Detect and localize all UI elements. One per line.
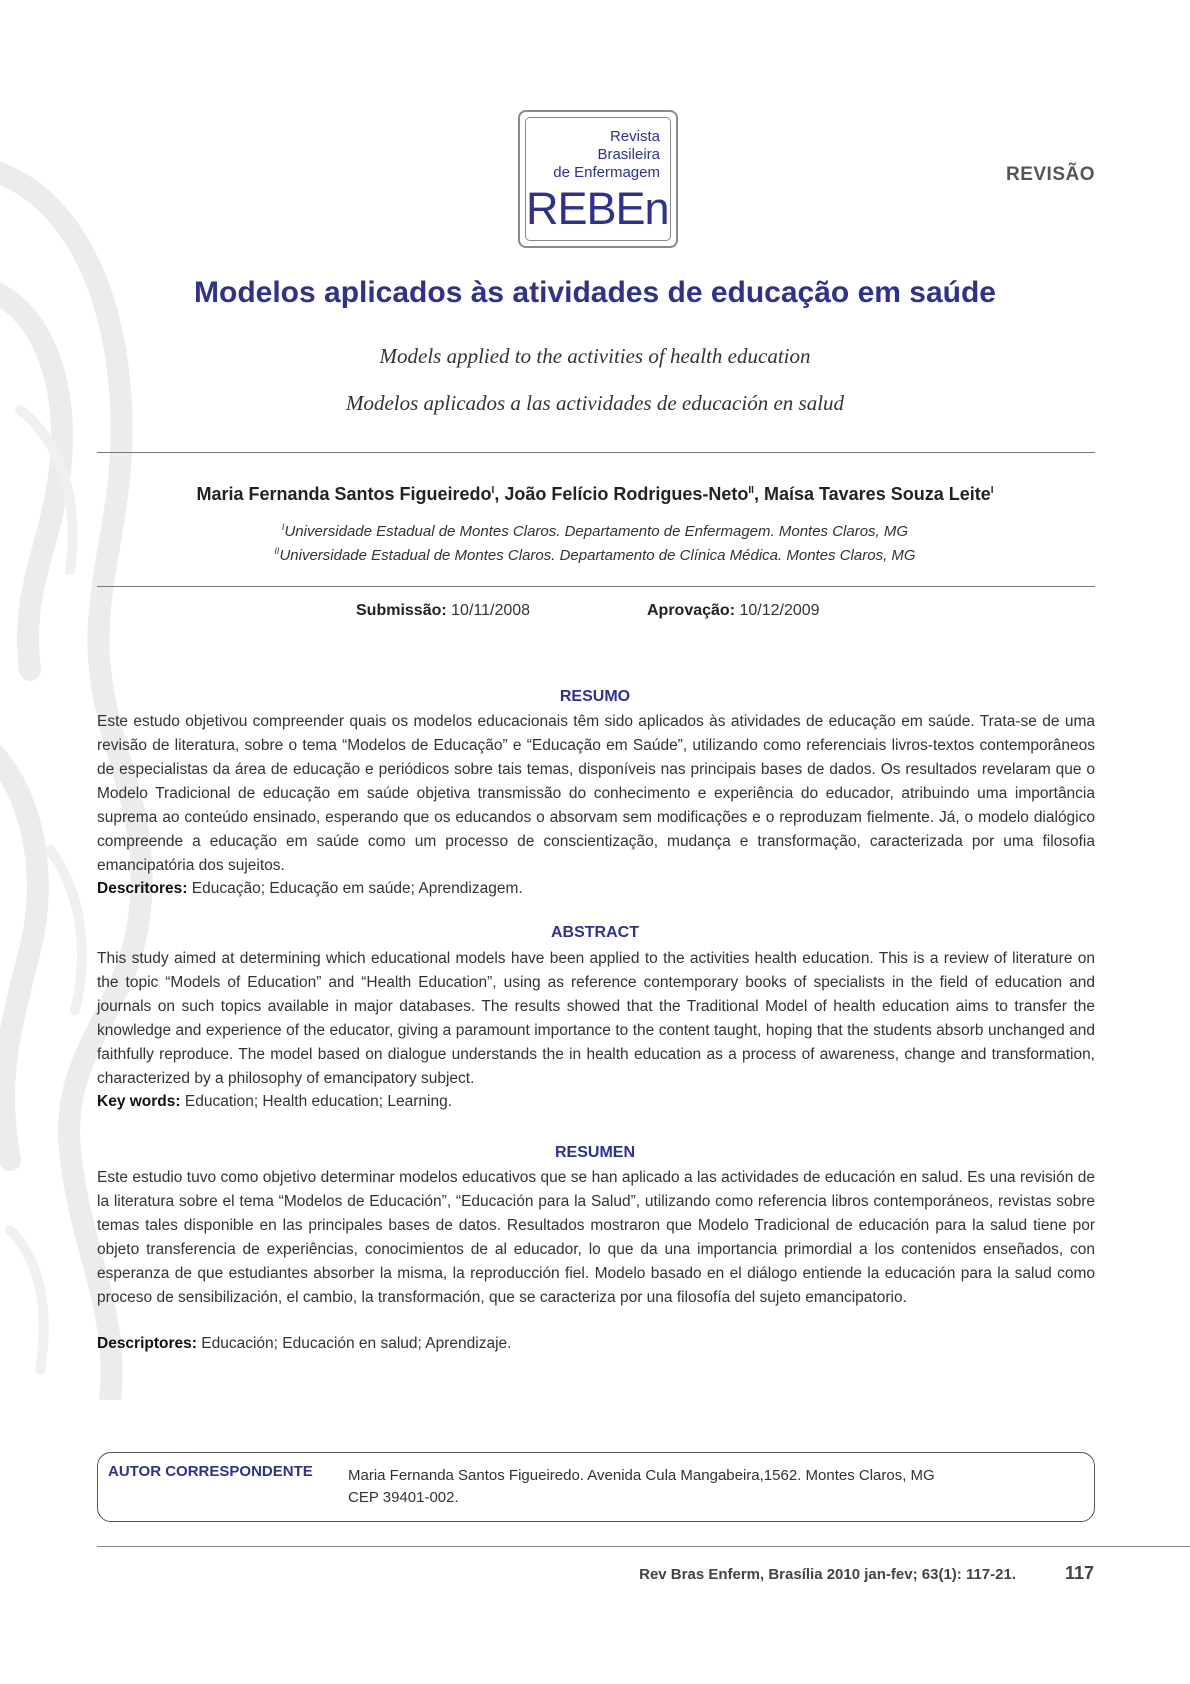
- divider-top: [97, 452, 1095, 453]
- corresponding-address-line1: Maria Fernanda Santos Figueiredo. Avenida Cula Mangabeira,1562. Montes Claros, MG: [348, 1467, 935, 1484]
- logo-acronym: REBEn: [526, 183, 669, 234]
- author-separator: ,: [753, 484, 764, 504]
- resumen-text: Este estudio tuvo como objetivo determinar modelos educativos que se han aplicado a las actividades de educación en salud. Es una revisión de la literatura sobre el tema “Modelos de Educación”, “Educación para la Salud”, utilizando como referencia libros contemporáneos, revistas sobre temas tales disponible en las principales bases de datos. Resultados mostraron que Modelo Tradicional de educación para la salud tiene por objeto transferencia de experiências, conocimientos de al educador, lo que da una importancia primordial a los contenidos enseñados, con esperanza de que estudiantes absorber la misma, la reproducción fiel. Modelo basado en el diálogo entiende la educación para la salud como proceso de sensibilización, el cambio, la transformación, que se caracteriza por una filosofía del sujeto emancipatorio.: [97, 1169, 1095, 1306]
- resumo-keywords-value: Educação; Educação em saúde; Aprendizagem.: [191, 880, 523, 897]
- resumo-heading: RESUMO: [559, 688, 631, 705]
- author-name: Maísa Tavares Souza Leite: [763, 484, 991, 504]
- corresponding-author-box: [97, 1452, 1095, 1522]
- author-list: [0, 484, 1190, 505]
- article-title-english: Models applied to the activities of health education: [379, 344, 811, 368]
- abstract-keywords: [97, 1093, 452, 1111]
- resumo-keywords: [97, 880, 523, 898]
- author-affil-mark: I: [990, 485, 994, 496]
- journal-logo-frame: [525, 117, 671, 241]
- author-separator: ,: [494, 484, 505, 504]
- author-affil-mark: II: [748, 485, 754, 496]
- resumo-keywords-label: Descritores:: [97, 880, 188, 897]
- abstract-keywords-value: Education; Health education; Learning.: [184, 1093, 453, 1110]
- submission-date: [356, 602, 530, 620]
- resumo-text: Este estudo objetivou compreender quais os modelos educacionais têm sido aplicados às atividades de educação em saúde. Trata-se de uma revisão de literatura, sobre o tema “Modelos de Educação” e “Educação em Saúde”, utilizando como referenciais livros-textos contemporâneos de especialistas da área de educação e periódicos sobre tais temas, disponíveis nas principais bases de dados. Os resultados revelaram que o Modelo Tradicional de educação em saúde objetiva transmissão do conhecimento e experiência do educador, atribuindo uma importância suprema ao conteúdo ensinado, esperando que os educandos o absorvam sem modificações e o reproduzam fielmente. Já, o modelo dialógico compreende a educação em saúde como um processo de conscientização, mudança e transformação, caracterizada por uma filosofia emancipatória dos sujeitos.: [97, 713, 1095, 874]
- logo-line-revista: Revista: [609, 128, 660, 145]
- corresponding-author-address: [348, 1465, 1048, 1509]
- affiliation-text: Universidade Estadual de Montes Claros. Departamento de Enfermagem. Montes Claros, MG: [284, 523, 909, 540]
- affiliation-mark: I: [281, 522, 285, 532]
- journal-citation: Rev Bras Enferm, Brasília 2010 jan-fev; 63(1): 117-21.: [639, 1566, 1016, 1583]
- affiliation-mark: II: [274, 546, 280, 556]
- submission-label: Submissão:: [356, 602, 447, 619]
- affiliation-text: Universidade Estadual de Montes Claros. Departamento de Clínica Médica. Montes Claros, MG: [279, 547, 916, 564]
- author-affil-mark: I: [491, 485, 495, 496]
- author-name: Maria Fernanda Santos Figueiredo: [196, 484, 492, 504]
- resumen-keywords-value: Educación; Educación en salud; Aprendizaje.: [201, 1335, 512, 1352]
- journal-logo: [518, 110, 678, 248]
- author-name: João Felício Rodrigues-Neto: [504, 484, 749, 504]
- approval-label: Aprovação:: [647, 602, 736, 619]
- article-title-spanish: Modelos aplicados a las actividades de educación en salud: [345, 391, 845, 415]
- abstract-keywords-label: Key words:: [97, 1093, 181, 1110]
- abstract-text: This study aimed at determining which educational models have been applied to the activities health education. This is a review of literature on the topic “Models of Education” and “Health Education”, using as reference contemporary books of specialists in the field of education and journals on such topics available in major databases. The results showed that the Traditional Model of health education aims to transfer the knowledge and experience of the educator, giving a paramount importance to the content taught, hoping that the students absorb unchanged and faithfully reproduce. The model based on dialogue understands the in health education as a process of awareness, change and transformation, characterized by a philosophy of emancipatory subject.: [97, 950, 1095, 1087]
- section-label: REVISÃO: [1005, 164, 1095, 185]
- affiliation-2: [0, 546, 1190, 564]
- resumen-keywords-label: Descriptores:: [97, 1335, 197, 1352]
- submission-value: 10/11/2008: [451, 602, 531, 619]
- page-number: 117: [1064, 1563, 1094, 1583]
- corresponding-address-line2: CEP 39401-002.: [348, 1489, 459, 1506]
- corresponding-author-label: AUTOR CORRESPONDENTE: [108, 1463, 313, 1480]
- affiliation-1: [0, 522, 1190, 540]
- approval-date: [647, 602, 820, 620]
- approval-value: 10/12/2009: [739, 602, 820, 619]
- article-title: Modelos aplicados às atividades de educação em saúde: [194, 276, 996, 309]
- footer-divider: [97, 1546, 1190, 1547]
- divider-bottom: [97, 586, 1095, 587]
- logo-line-brasileira: Brasileira: [597, 146, 660, 163]
- resumen-heading: RESUMEN: [554, 1144, 635, 1161]
- logo-line-enfermagem: de Enfermagem: [553, 164, 660, 181]
- resumen-keywords: [97, 1335, 511, 1353]
- abstract-heading: ABSTRACT: [551, 924, 639, 941]
